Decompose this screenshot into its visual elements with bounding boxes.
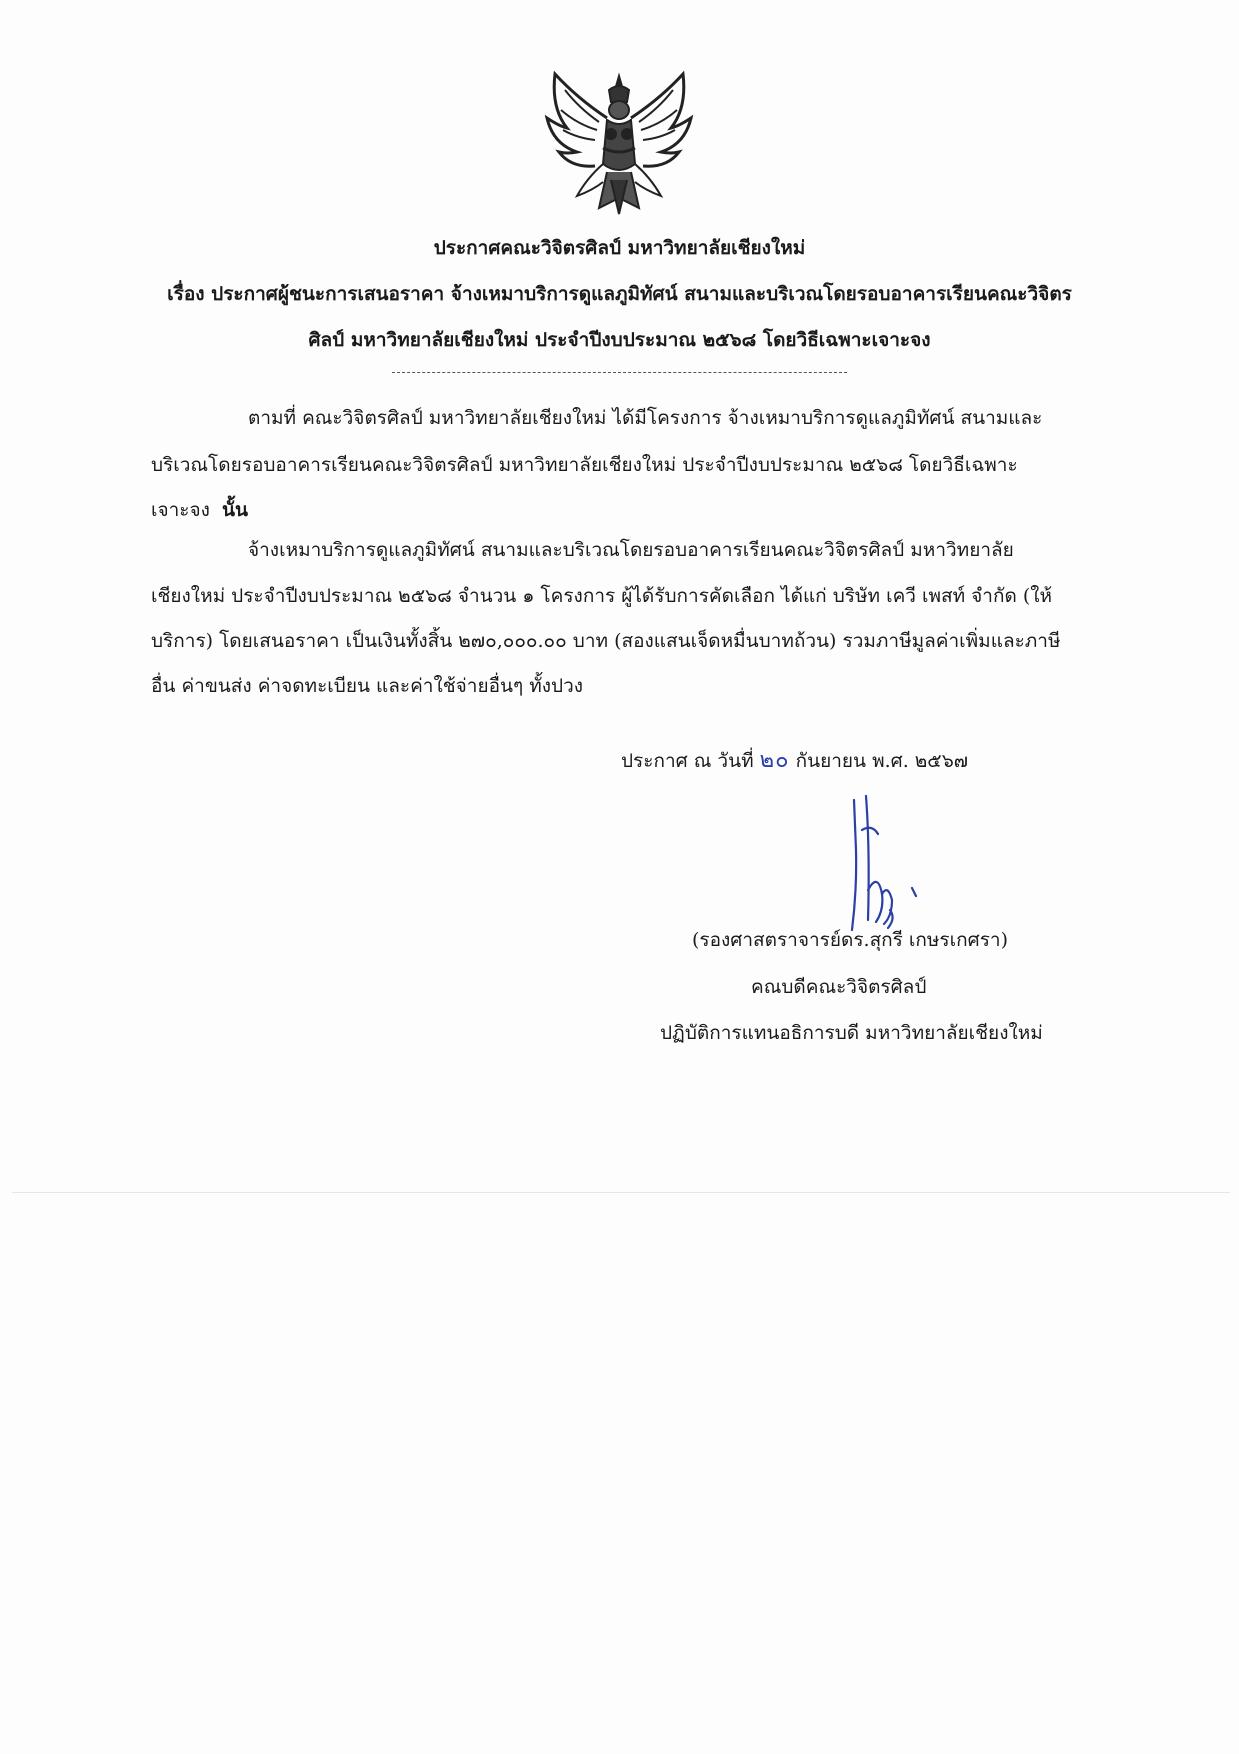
- date-suffix: กันยายน พ.ศ. ๒๕๖๗: [795, 750, 969, 772]
- subject-line-2: ศิลป์ มหาวิทยาลัยเชียงใหม่ ประจำปีงบประมาณ ๒๕๖๘ โดยวิธีเฉพาะเจาะจง: [308, 329, 931, 351]
- paragraph-2-line-3: บริการ) โดยเสนอราคา เป็นเงินทั้งสิ้น ๒๗๐,๐๐๐.๐๐ บาท (สองแสนเจ็ดหมื่นบาทถ้วน) รวมภาษีมูลค่าเพิ่มและภาษี: [151, 630, 1061, 652]
- signatory-position-2: ปฏิบัติการแทนอธิการบดี มหาวิทยาลัยเชียงใหม่: [660, 1022, 1043, 1044]
- paragraph-1-line-3: [151, 500, 248, 520]
- handwritten-signature: [826, 790, 936, 940]
- subject-line-1: เรื่อง ประกาศผู้ชนะการเสนอราคา จ้างเหมาบริการดูแลภูมิทัศน์ สนามและบริเวณโดยรอบอาคารเรียนคณะวิจิตร: [167, 283, 1072, 305]
- date-prefix: ประกาศ ณ วันที่: [621, 750, 754, 772]
- handwritten-day: ๒๐: [759, 748, 790, 773]
- signatory-name: (รองศาสตราจารย์ดร.สุกรี เกษรเกศรา): [692, 929, 1008, 951]
- paragraph-1-ending: นั้น: [222, 499, 248, 521]
- announcement-title: ประกาศคณะวิจิตรศิลป์ มหาวิทยาลัยเชียงใหม่: [433, 237, 806, 259]
- paragraph-2-line-2: เชียงใหม่ ประจำปีงบประมาณ ๒๕๖๘ จำนวน ๑ โครงการ ผู้ได้รับการคัดเลือก ได้แก่ บริษัท เควี เพสท์ จำกัด (ให้: [151, 585, 1053, 607]
- paragraph-2-line-1: จ้างเหมาบริการดูแลภูมิทัศน์ สนามและบริเวณโดยรอบอาคารเรียนคณะวิจิตรศิลป์ มหาวิทยาลัย: [248, 539, 1014, 561]
- scan-artifact-line: [12, 1192, 1230, 1193]
- paragraph-1-line-1: ตามที่ คณะวิจิตรศิลป์ มหาวิทยาลัยเชียงใหม่ ได้มีโครงการ จ้างเหมาบริการดูแลภูมิทัศน์ สนามและ: [248, 407, 1043, 429]
- paragraph-1-line-3-text: เจาะจง: [151, 499, 210, 521]
- paragraph-1-line-2: บริเวณโดยรอบอาคารเรียนคณะวิจิตรศิลป์ มหาวิทยาลัยเชียงใหม่ ประจำปีงบประมาณ ๒๕๖๘ โดยวิธีเฉพาะ: [151, 454, 1018, 476]
- announcement-date: [621, 748, 969, 773]
- paragraph-2-line-4: อื่น ค่าขนส่ง ค่าจดทะเบียน และค่าใช้จ่ายอื่นๆ ทั้งปวง: [151, 675, 584, 697]
- signatory-position-1: คณบดีคณะวิจิตรศิลป์: [751, 976, 927, 998]
- separator-line: [392, 372, 847, 373]
- garuda-emblem: [537, 68, 701, 218]
